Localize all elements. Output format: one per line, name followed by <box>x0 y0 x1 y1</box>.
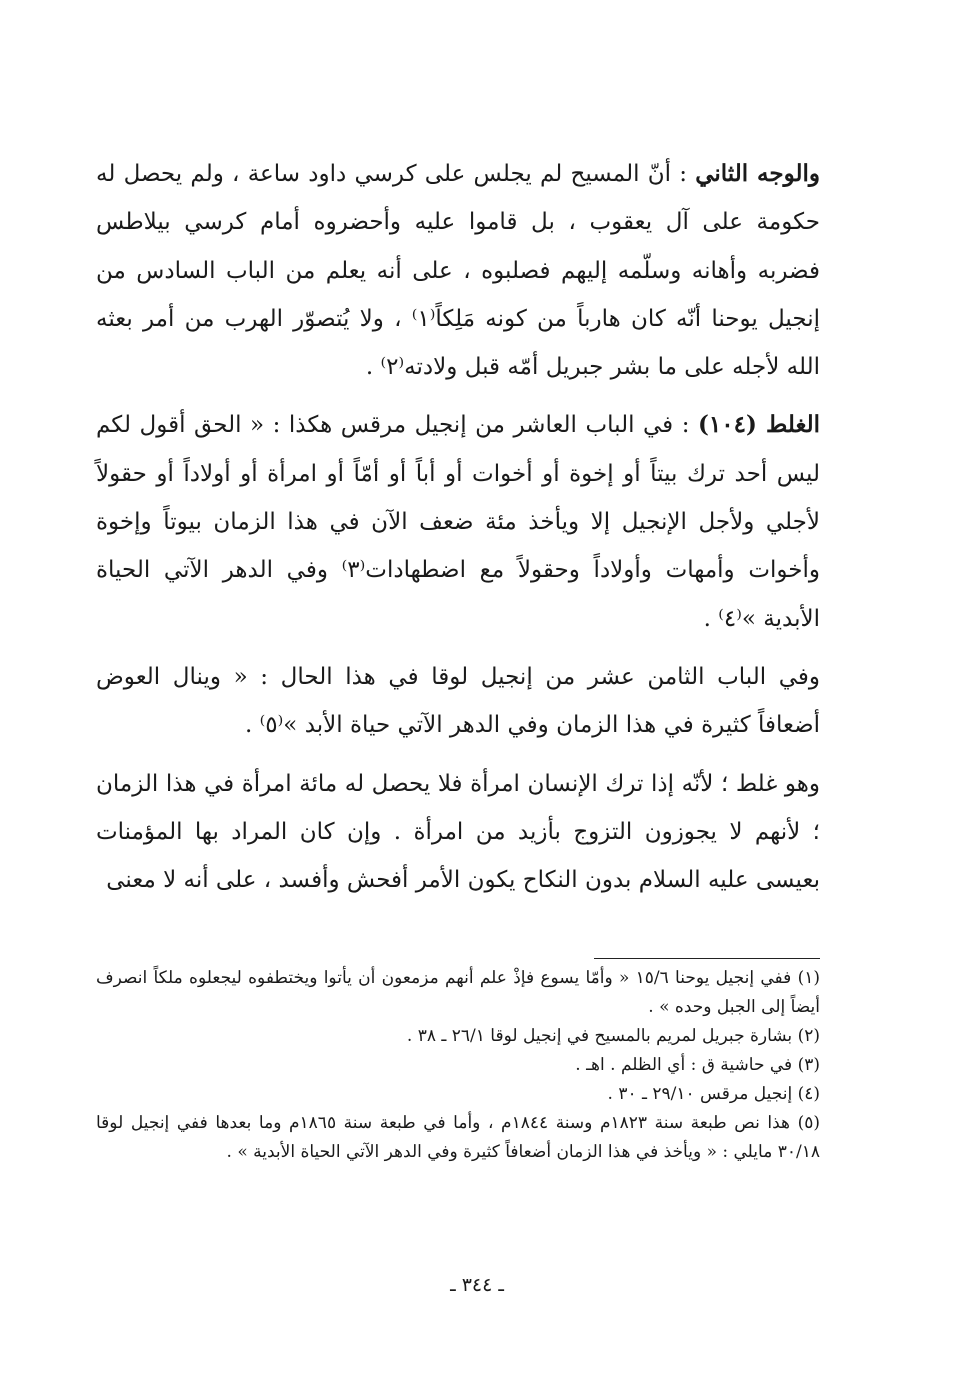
footnote-3: (٣) في حاشية ق : أي الظلم . اهـ . <box>575 1055 820 1075</box>
main-text-body <box>96 150 820 904</box>
footnote-2: (٢) بشارة جبريل لمريم بالمسيح في إنجيل لوقا ٢٦/١ ـ ٣٨ . <box>406 1026 820 1046</box>
paragraph-refutation <box>96 760 820 905</box>
paragraph-lead: والوجه الثاني <box>695 160 820 187</box>
paragraph-text: وفي الباب الثامن عشر من إنجيل لوقا في هذا الحال : « وينال العوض أضعافاً كثيرة في هذا الزمان وفي الدهر الآتي حياة الأبد »⁽٥⁾ . <box>96 663 820 739</box>
footnote-separator <box>594 958 820 959</box>
paragraph-text: : أنّ المسيح لم يجلس على كرسي داود ساعة ، ولم يحصل له حكومة على آل يعقوب ، بل قاموا عليه وأحضروه أمام كرسي بيلاطس فضربه وأهانه وسلّمه إليهم فصلبوه ، على أنه يعلم من الباب السادس من إنجيل يوحنا أنّه كان هارباً من كونه مَلِكاً⁽١⁾ ، ولا يُتصوّر الهرب من أمر بعثه الله لأجله على ما بشر جبريل أمّه قبل ولادته⁽٢⁾ . <box>96 161 821 381</box>
footnote-5: (٥) هذا نص طبعة سنة ١٨٢٣م وسنة ١٨٤٤م ، وأما في طبعة سنة ١٨٦٥م وما بعدها ففي إنجيل لوقا ٣٠/١٨ مايلي : « ويأخذ في هذا الزمان أضعافاً كثيرة وفي الدهر الآتي الحياة الأبدية » . <box>96 1113 820 1162</box>
footnotes <box>96 964 820 1167</box>
footnote-1: (١) ففي إنجيل يوحنا ١٥/٦ « وأمّا يسوع فإذْ علم أنهم مزمعون أن يأتوا ويختطفوه ليجعلوه ملكاً انصرف أيضاً إلى الجبل وحده » . <box>96 968 820 1017</box>
paragraph-lead: الغلط (١٠٤) <box>697 411 820 439</box>
page-number: ـ ٣٤٤ ـ <box>450 1274 504 1296</box>
paragraph-second-aspect <box>96 150 820 391</box>
footnote-4: (٤) إنجيل مرقس ٢٩/١٠ ـ ٣٠ . <box>607 1084 820 1104</box>
paragraph-error-104 <box>96 401 820 642</box>
paragraph-luke-18 <box>96 653 820 750</box>
paragraph-text: : في الباب العاشر من إنجيل مرقس هكذا : « الحق أقول لكم ليس أحد ترك بيتاً أو إخوة أو أخوات أو أباً أو أمّاً أو امرأة أو أولاداً أو حقولاً لأجلي ولأجل الإنجيل إلا ويأخذ مئة ضعف الآن في هذا الزمان بيوتاً وإخوة وأخوات وأمهات وأولاداً وحقولاً مع اضطهادات⁽٣⁾ وفي الدهر الآتي الحياة الأبدية »⁽٤⁾ . <box>96 412 820 632</box>
paragraph-text: وهو غلط ؛ لأنّه إذا ترك الإنسان امرأة فلا يحصل له مائة امرأة في هذا الزمان ؛ لأنهم لا يجوزون التزوج بأزيد من امرأة . وإن كان المراد بها المؤمنات بعيسى عليه السلام بدون النكاح يكون الأمر أفحش وأفسد ، على أنه لا معنى <box>96 770 820 894</box>
